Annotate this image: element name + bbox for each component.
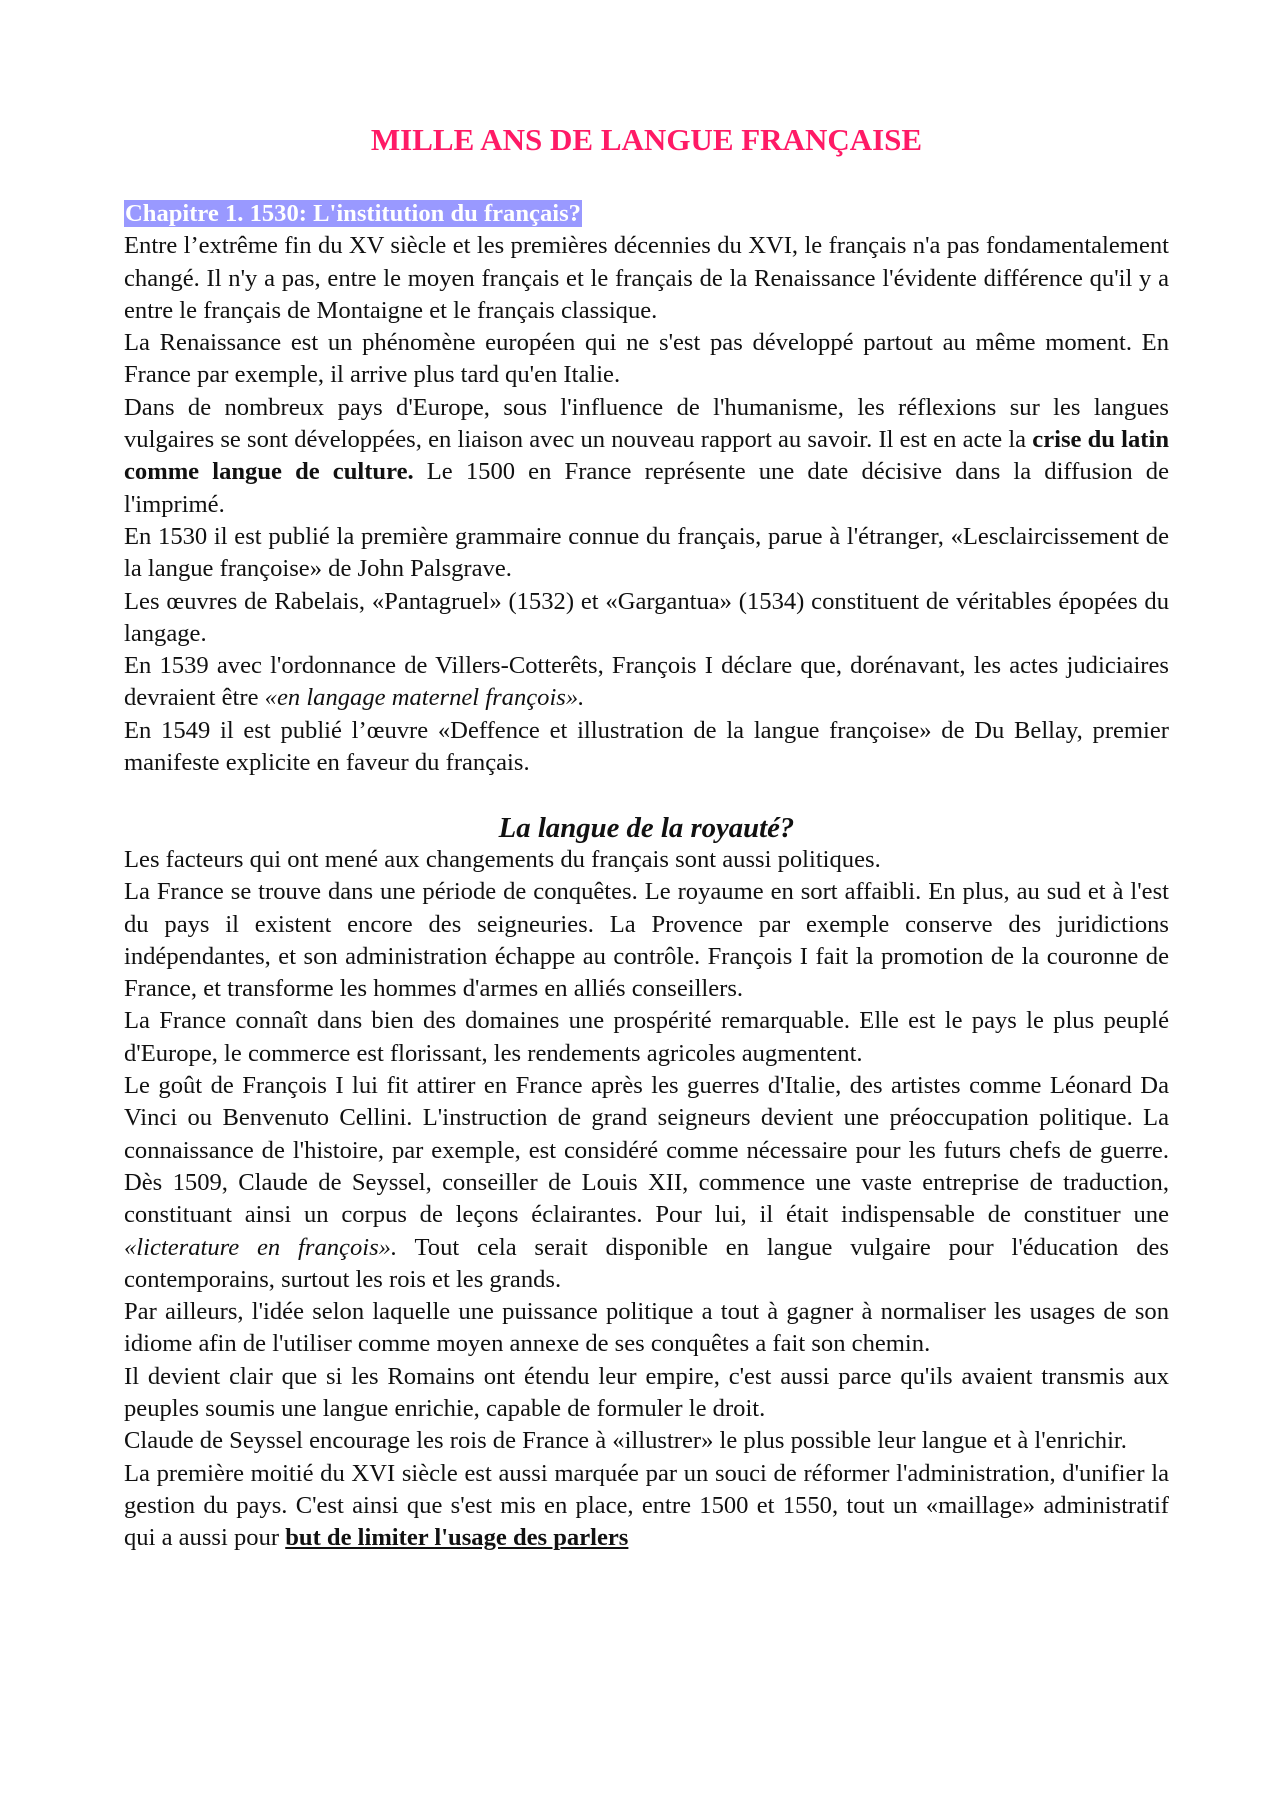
document-title: MILLE ANS DE LANGUE FRANÇAISE bbox=[370, 122, 923, 157]
chapter-heading-text: Chapitre 1. 1530: L'institution du français? bbox=[125, 200, 581, 227]
chapter-paragraph-6 bbox=[124, 650, 1169, 715]
chapter-heading bbox=[124, 198, 1169, 230]
section-paragraph-5: Par ailleurs, l'idée selon laquelle une puissance politique a tout à gagner à normaliser les usages de son idiome afin de l'utiliser comme moyen annexe de ses conquêtes a fait son chemin. bbox=[124, 1298, 1169, 1358]
chapter-paragraph-7: En 1549 il est publié l’œuvre «Deffence et illustration de la langue françoise» de Du Bellay, premier manifeste explicite en faveur du français. bbox=[124, 716, 1169, 777]
section-paragraph-1: Les facteurs qui ont mené aux changements du français sont aussi politiques. bbox=[124, 845, 881, 873]
section-paragraph-7: Claude de Seyssel encourage les rois de France à «illustrer» le plus possible leur langue et à l'enrichir. bbox=[124, 1427, 1127, 1455]
section-paragraph-8-bold-underlined-text: but de limiter l'usage des parlers bbox=[285, 1524, 629, 1552]
section-spacer bbox=[124, 779, 1169, 811]
chapter-paragraph-3-bold-text: crise du latin comme langue de culture. bbox=[124, 426, 1169, 486]
chapter-paragraph-6-italic-quote: «en langage maternel françois». bbox=[264, 684, 585, 712]
section-paragraph-8 bbox=[124, 1458, 1169, 1555]
section-paragraph-4-italic-quote: «licterature en françois». bbox=[124, 1233, 398, 1261]
chapter-paragraph-3-text-start: Dans de nombreux pays d'Europe, sous l'influence de l'humanisme, les réflexions sur les langues vulgaires se sont développées, en liaison avec un nouveau rapport au savoir. Il est en acte la bbox=[124, 393, 1169, 454]
section-paragraph-4-text-end: Tout cela serait disponible en langue vulgaire pour l'éducation des contemporains, surtout les rois et les grands. bbox=[124, 1233, 1169, 1293]
section-paragraph-4 bbox=[124, 1070, 1169, 1296]
section-heading: La langue de la royauté? bbox=[498, 811, 795, 844]
chapter-paragraph-1: Entre l’extrême fin du XV siècle et les premières décennies du XVI, le français n'a pas fondamentalement changé. Il n'y a pas, entre le moyen français et le français de la Renaissance l'évidente différence qu'il y a entre le français de Montaigne et le français classique. bbox=[124, 232, 1169, 324]
chapter-paragraph-4: En 1530 il est publié la première grammaire connue du français, parue à l'étranger, «Lesclaircissement de la langue françoise» de John Palsgrave. bbox=[124, 522, 1169, 583]
chapter-paragraph-3-text-end: Le 1500 en France représente une date décisive dans la diffusion de l'imprimé. bbox=[124, 458, 1170, 518]
chapter-paragraph-3 bbox=[124, 392, 1169, 521]
section-paragraph-8-text-start: La première moitié du XVI siècle est aussi marquée par un souci de réformer l'administration, d'unifier la gestion du pays. C'est ainsi que s'est mis en place, entre 1500 et 1550, tout un «maillage» administratif qui a aussi pour bbox=[124, 1459, 1169, 1552]
section-paragraph-3: La France connaît dans bien des domaines une prospérité remarquable. Elle est le pays le plus peuplé d'Europe, le commerce est florissant, les rendements agricoles augmentent. bbox=[124, 1007, 1169, 1067]
chapter-paragraph-5: Les œuvres de Rabelais, «Pantagruel» (1532) et «Gargantua» (1534) constituent de véritables épopées du langage. bbox=[124, 587, 1169, 647]
document-page bbox=[124, 120, 1169, 1554]
section-paragraph-2: La France se trouve dans une période de conquêtes. Le royaume en sort affaibli. En plus, au sud et à l'est du pays il existent encore des seigneuries. La Provence par exemple conserve des juridictions indépendantes, et son administration échappe au contrôle. François I fait la promotion de la couronne de France, et transforme les hommes d'armes en alliés conseillers. bbox=[124, 878, 1169, 1003]
section-paragraph-6: Il devient clair que si les Romains ont étendu leur empire, c'est aussi parce qu'ils avaient transmis aux peuples soumis une langue enrichie, capable de formuler le droit. bbox=[124, 1362, 1169, 1422]
chapter-paragraph-6-text-start: En 1539 avec l'ordonnance de Villers-Cotterêts, François I déclare que, dorénavant, les actes judiciaires devraient être bbox=[124, 652, 1169, 712]
section-paragraph-4-text-start: Le goût de François I lui fit attirer en France après les guerres d'Italie, des artistes comme Léonard Da Vinci ou Benvenuto Cellini. L'instruction de grand seigneurs devient une préoccupation politique. La connaissance de l'histoire, par exemple, est considéré comme nécessaire pour les futurs chefs de guerre. Dès 1509, Claude de Seyssel, conseiller de Louis XII, commence une vaste entreprise de traduction, constituant ainsi un corpus de leçons éclairantes. Pour lui, il était indispensable de constituer une bbox=[124, 1072, 1169, 1229]
chapter-paragraph-2: La Renaissance est un phénomène européen qui ne s'est pas développé partout au même moment. En France par exemple, il arrive plus tard qu'en Italie. bbox=[124, 329, 1169, 389]
